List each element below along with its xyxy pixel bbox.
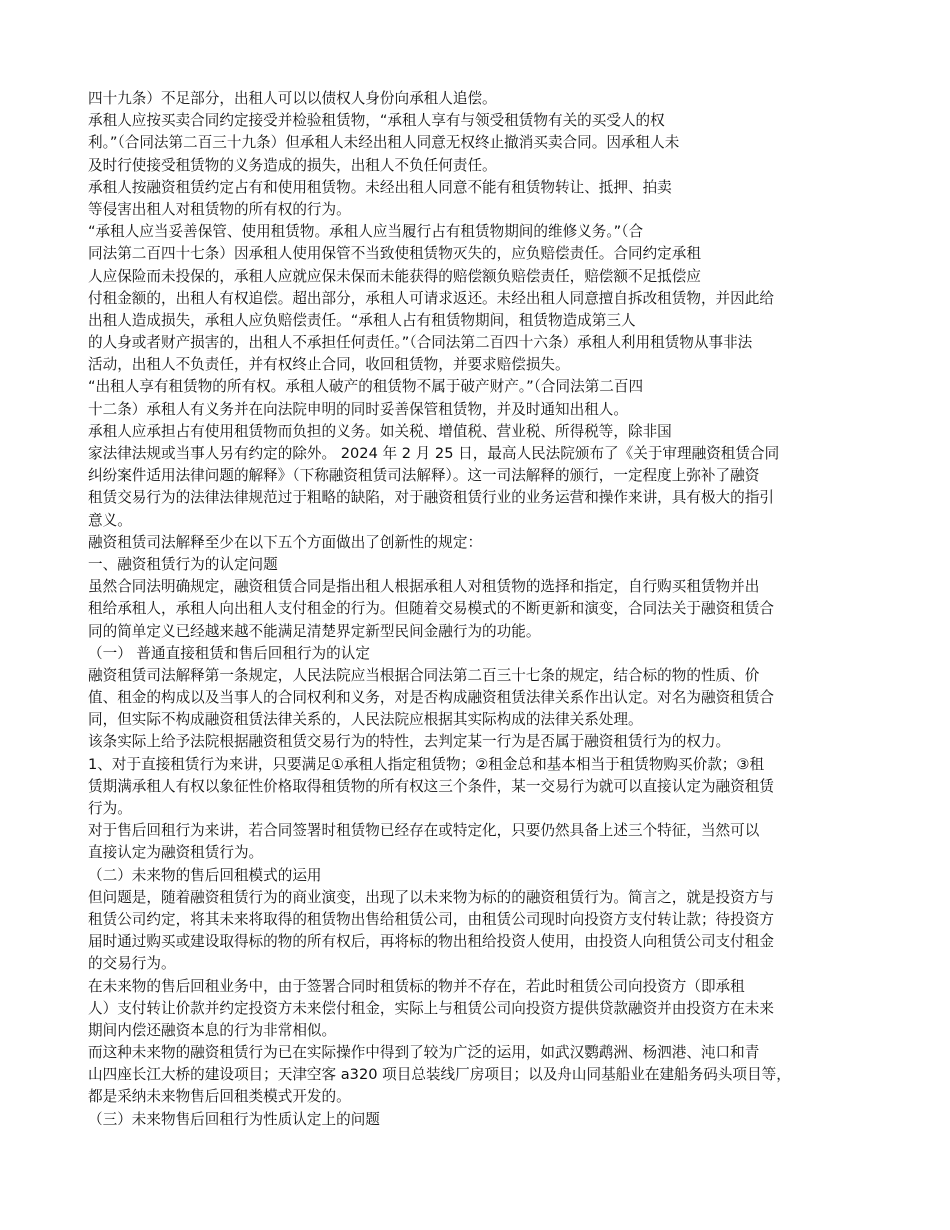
text-line: “承租人应当妥善保管、使用租赁物。承租人应当履行占有租赁物期间的维修义务。”（合 xyxy=(88,223,644,241)
text-line: 同法第二百四十七条）因承租人使用保管不当致使租赁物灭失的，应负赔偿责任。合同约定承租 xyxy=(88,245,701,263)
text-line: 人应保险而未投保的，承租人应就应保未保而未能获得的赔偿额负赔偿责任，赔偿额不足抵偿应 xyxy=(88,267,701,285)
text-line: 的交易行为。 xyxy=(88,955,176,973)
text-line: 活动，出租人不负责任，并有权终止合同，收回租赁物，并要求赔偿损失。 xyxy=(88,356,570,374)
text-line: 山四座长江大桥的建设项目；天津空客 a320 项目总装线厂房项目；以及舟山同基船业在建船务码头项目等， xyxy=(88,1066,791,1084)
text-line: 行为。 xyxy=(88,800,132,817)
text-line: 家法律法规或当事人另有约定的除外。 2024 年 2 月 25 日，最高人民法院颁布了《关于审理融资租赁合同 xyxy=(88,445,780,462)
text-line: 在未来物的售后回租业务中，由于签署合同时租赁标的物并不存在，若此时租赁公司向投资方（即承租 xyxy=(88,977,745,995)
text-line: 利。”（合同法第二百三十九条）但承租人未经出租人同意无权终止撤消买卖合同。因承租人未 xyxy=(88,134,680,152)
text-line: 等侵害出租人对租赁物的所有权的行为。 xyxy=(88,200,351,218)
text-line: 四十九条）不足部分，出租人可以以债权人身份向承租人追偿。 xyxy=(88,90,497,107)
section-heading: 一、融资租赁行为的认定问题 xyxy=(88,555,278,573)
text-line: 直接认定为融资租赁行为。 xyxy=(88,844,264,862)
text-line: 付租金额的，出租人有权追偿。超出部分，承租人可请求返还。未经出租人同意擅自拆改租赁物，并因此给 xyxy=(88,289,774,307)
subsection-heading: （三）未来物售后回租行为性质认定上的问题 xyxy=(88,1110,380,1128)
text-line: 同的简单定义已经越来越不能满足清楚界定新型民间金融行为的功能。 xyxy=(88,622,541,640)
text-line: 人）支付转让价款并约定投资方未来偿付租金，实际上与租赁公司向投资方提供贷款融资并由投资方在未来 xyxy=(88,999,774,1017)
subsection-heading: （一） 普通直接租赁和售后回租行为的认定 xyxy=(88,644,370,662)
text-line: 1、对于直接租赁行为来讲，只要满足①承租人指定租赁物；②租金总和基本相当于租赁物购买价款；③租 xyxy=(88,755,765,773)
text-line: 租赁交易行为的法律法律规范过于粗略的缺陷，对于融资租赁行业的业务运营和操作来讲，具有极大的指引 xyxy=(88,489,774,507)
subsection-heading: （二）未来物的售后回租模式的运用 xyxy=(88,866,322,884)
text-line: 同，但实际不构成融资租赁法律关系的，人民法院应根据其实际构成的法律关系处理。 xyxy=(88,711,643,729)
text-line: 但问题是，随着融资租赁行为的商业演变，出现了以未来物为标的的融资租赁行为。简言之，就是投资方与 xyxy=(88,888,774,906)
text-line: 届时通过购买或建设取得标的物的所有权后，再将标的物出租给投资人使用，由投资人向租赁公司支付租金 xyxy=(88,933,774,951)
text-line: 承租人按融资租赁约定占有和使用租赁物。未经出租人同意不能有租赁物转让、抵押、拍卖 xyxy=(88,178,672,196)
text-line: 虽然合同法明确规定，融资租赁合同是指出租人根据承租人对租赁物的选择和指定，自行购买租赁物并出 xyxy=(88,578,760,596)
text-line: 十二条）承租人有义务并在向法院申明的同时妥善保管租赁物，并及时通知出租人。 xyxy=(88,400,628,418)
text-line: 值、租金的构成以及当事人的合同权利和义务，对是否构成融资租赁法律关系作出认定。对名为融资租赁合 xyxy=(88,689,774,707)
text-line: 该条实际上给予法院根据融资租赁交易行为的特性，去判定某一行为是否属于融资租赁行为的权力。 xyxy=(88,733,731,751)
text-line: 的人身或者财产损害的，出租人不承担任何责任。”（合同法第二百四十六条）承租人利用租赁物从事非法 xyxy=(88,334,753,352)
text-line: 融资租赁司法解释至少在以下五个方面做出了创新性的规定： xyxy=(88,533,483,551)
text-line: 及时行使接受租赁物的义务造成的损失，出租人不负任何责任。 xyxy=(88,156,497,174)
text-line: 纠纷案件适用法律问题的解释》（下称融资租赁司法解释）。这一司法解释的颁行，一定程度上弥补了融资 xyxy=(88,467,760,485)
text-line: 租赁公司约定，将其未来将取得的租赁物出售给租赁公司，由租赁公司现时向投资方支付转让款；待投资方 xyxy=(88,910,774,928)
text-line: 赁期满承租人有权以象征性价格取得租赁物的所有权这三个条件，某一交易行为就可以直接认定为融资租赁 xyxy=(88,777,774,795)
text-line: 出租人造成损失，承租人应负赔偿责任。“承租人占有租赁物期间，租赁物造成第三人 xyxy=(88,311,636,329)
text-line: 期间内偿还融资本息的行为非常相似。 xyxy=(88,1021,337,1039)
text-line: 而这种未来物的融资租赁行为已在实际操作中得到了较为广泛的运用，如武汉鹦鹉洲、杨泗港、沌口和青 xyxy=(88,1044,760,1062)
text-line: 对于售后回租行为来讲，若合同签署时租赁物已经存在或特定化，只要仍然具备上述三个特征，当然可以 xyxy=(88,822,760,840)
text-line: 租给承租人，承租人向出租人支付租金的行为。但随着交易模式的不断更新和演变，合同法关于融资租赁合 xyxy=(88,600,774,618)
text-line: 承租人应承担占有使用租赁物而负担的义务。如关税、增值税、营业税、所得税等，除非国 xyxy=(88,422,672,440)
text-line: “出租人享有租赁物的所有权。承租人破产的租赁物不属于破产财产。”（合同法第二百四 xyxy=(88,378,644,396)
text-line: 都是采纳未来物售后回租类模式开发的。 xyxy=(88,1088,351,1106)
text-line: 意义。 xyxy=(88,511,132,529)
text-line: 承租人应按买卖合同约定接受并检验租赁物，“承租人享有与领受租赁物有关的买受人的权 xyxy=(88,112,665,130)
text-line: 融资租赁司法解释第一条规定，人民法院应当根据合同法第二百三十七条的规定，结合标的物的性质、价 xyxy=(88,666,760,684)
